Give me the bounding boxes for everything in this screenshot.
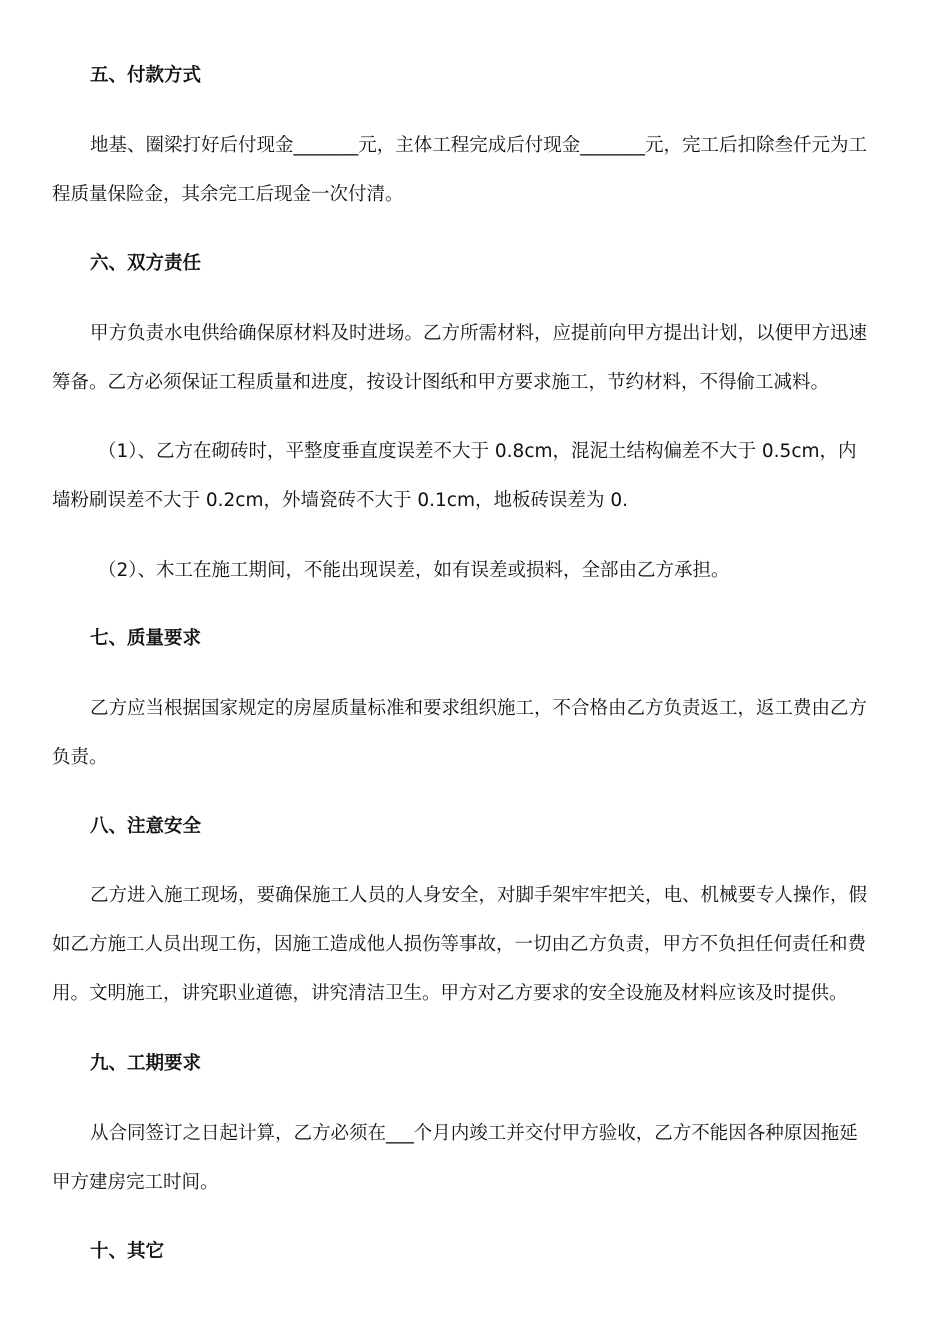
section-heading-schedule: 九、工期要求	[90, 1053, 202, 1074]
paragraph-line: 用。文明施工，讲究职业道德，讲究清洁卫生。甲方对乙方要求的安全设施及材料应该及时提供。	[52, 983, 848, 1004]
paragraph-line: 筹备。乙方必须保证工程质量和进度，按设计图纸和甲方要求施工，节约材料，不得偷工减料。	[52, 372, 830, 393]
paragraph-line: 乙方应当根据国家规定的房屋质量标准和要求组织施工，不合格由乙方负责返工，返工费由乙方	[90, 698, 868, 719]
section-heading-safety: 八、注意安全	[90, 816, 202, 837]
paragraph-line: 程质量保险金，其余完工后现金一次付清。	[52, 184, 404, 205]
paragraph-tolerance-1	[52, 427, 902, 525]
paragraph-safety	[52, 871, 902, 1018]
paragraph-line: 墙粉刷误差不大于 0.2cm，外墙瓷砖不大于 0.1cm，地板砖误差为 0.	[52, 490, 629, 511]
paragraph-line: 甲方负责水电供给确保原材料及时进场。乙方所需材料，应提前向甲方提出计划，以便甲方迅速	[90, 323, 868, 344]
paragraph-line: 负责。	[52, 747, 108, 768]
section-heading-responsibilities: 六、双方责任	[90, 253, 202, 274]
paragraph-line: 如乙方施工人员出现工伤，因施工造成他人损伤等事故，一切由乙方负责，甲方不负担任何责任和费	[52, 934, 867, 955]
paragraph-line: （1）、乙方在砌砖时，平整度垂直度误差不大于 0.8cm，混泥土结构偏差不大于 0.5cm，内	[98, 441, 857, 462]
paragraph-responsibilities	[52, 309, 902, 407]
section-heading-other: 十、其它	[90, 1241, 165, 1262]
section-heading-payment: 五、付款方式	[90, 65, 202, 86]
paragraph-quality	[52, 684, 902, 782]
paragraph-payment	[52, 121, 902, 219]
paragraph-line: 甲方建房完工时间。	[52, 1172, 219, 1193]
paragraph-schedule	[52, 1109, 902, 1207]
paragraph-line: （2）、木工在施工期间，不能出现误差，如有误差或损料，全部由乙方承担。	[98, 560, 730, 581]
paragraph-line: 从合同签订之日起计算，乙方必须在___个月内竣工并交付甲方验收，乙方不能因各种原因拖延	[90, 1123, 858, 1144]
paragraph-line: 乙方进入施工现场，要确保施工人员的人身安全，对脚手架牢牢把关，电、机械要专人操作，假	[90, 885, 868, 906]
paragraph-tolerance-2	[52, 546, 902, 595]
section-heading-quality: 七、质量要求	[90, 628, 202, 649]
paragraph-line: 地基、圈梁打好后付现金_______元，主体工程完成后付现金_______元，完工后扣除叁仟元为工	[90, 135, 868, 156]
